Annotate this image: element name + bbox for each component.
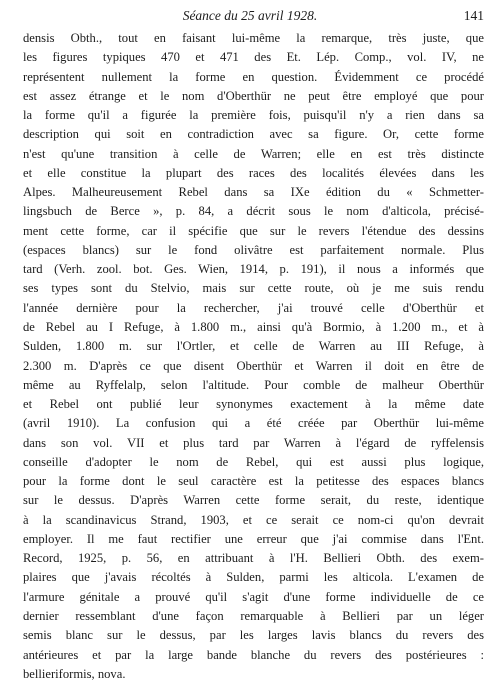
text-line: plaires que j'avais récoltés à Sulden, parmi les alticola. L'examen de [23, 570, 484, 585]
text-line: Sulden, 1.800 m. sur l'Ortler, et celle de Warren au III Refuge, à [23, 339, 484, 354]
text-line: et Rebel ont publié leur synonymes exactement à la même date [23, 397, 484, 412]
text-line: bellieriformis, nova. [23, 666, 126, 681]
text-line: est assez étrange et le nom d'Oberthür ne peut être employé que pour [23, 88, 484, 103]
text-line: densis Obth., tout en faisant lui-même la remarque, très juste, que [23, 31, 484, 45]
page-number: 141 [463, 8, 484, 23]
text-line: (espaces blancs) sur le fond olivâtre est parfaitement normale. Plus [23, 242, 484, 257]
text-line: lingsbuch de Berce », p. 84, a décrit sous le nom d'alticola, précisé- [23, 204, 484, 219]
text-line: ses types sont du Stelvio, mais sur cette route, où je me suis rendu [23, 281, 484, 296]
text-line: Record, 1925, p. 56, en attribuant à l'H. Bellieri Obth. des exem- [23, 551, 484, 566]
text-line: antérieures et par la large bande blanche du revers des postérieures : [23, 647, 484, 662]
text-line: dernier ressemblant d'une façon remarquable à Bellieri par un léger [23, 608, 484, 623]
page-header [0, 6, 500, 26]
text-line: représentent nullement la forme en question. Évidemment ce procédé [23, 69, 484, 84]
text-line: n'est qu'une transition à celle de Warren; elle en est très distincte [23, 146, 484, 161]
text-line: conseille d'adopter le nom de Rebel, qui est aussi plus logique, [23, 454, 484, 469]
text-line: dans son vol. VII et plus tard par Warren à l'égard de ryffelensis [23, 435, 484, 450]
text-line: description qui soit en contradiction avec sa figure. Or, cette forme [23, 127, 484, 142]
text-line: (avril 1910). La confusion qui a été créée par Oberthür lui-même [23, 416, 484, 431]
body-text [23, 29, 484, 684]
text-line: même au Ryffelalp, selon l'altitude. Pour comble de malheur Oberthür [23, 377, 484, 392]
text-line: l'année dernière pour la rechercher, j'ai trouvé celle d'Oberthür et [23, 300, 484, 315]
text-line: la forme qu'il a figurée la première fois, puisqu'il n'y a rien dans sa [23, 108, 484, 123]
text-line: ment cette forme, car il spécifie que sur le revers l'étendue des dessins [23, 223, 484, 238]
text-line: les figures typiques 470 et 471 des Et. Lép. Comp., vol. IV, ne [23, 50, 484, 65]
text-line: employer. Il me faut rectifier une erreur que j'ai commise dans l'Ent. [23, 531, 484, 546]
text-line: sur le dessus. D'après Warren cette forme serait, du reste, identique [23, 493, 484, 508]
text-line: l'armure génitale a prouvé qu'il s'agit d'une forme individuelle de ce [23, 589, 484, 604]
running-title: Séance du 25 avril 1928. [182, 8, 318, 23]
text-line: à la scandinavicus Strand, 1903, et ce serait ce nom-ci qu'on devrait [23, 512, 484, 527]
text-line: Alpes. Malheureusement Rebel dans sa IXe édition du « Schmetter- [23, 185, 484, 200]
text-line: semis blanc sur le dessus, par les larges lavis blancs du revers des [23, 628, 484, 643]
text-line: de Rebel au I Refuge, à 1.800 m., ainsi qu'à Bormio, à 1.200 m., et à [23, 319, 484, 334]
text-line: 2.300 m. D'après ce que disent Oberthür et Warren il doit en être de [23, 358, 484, 373]
text-line: pour la forme dont le seul caractère est la petitesse des espaces blancs [23, 474, 484, 489]
text-line: et elle constitue la plupart des races des localités élevées dans les [23, 165, 484, 180]
text-line: tard (Verh. zool. bot. Ges. Wien, 1914, p. 191), il nous a informés que [23, 262, 484, 277]
